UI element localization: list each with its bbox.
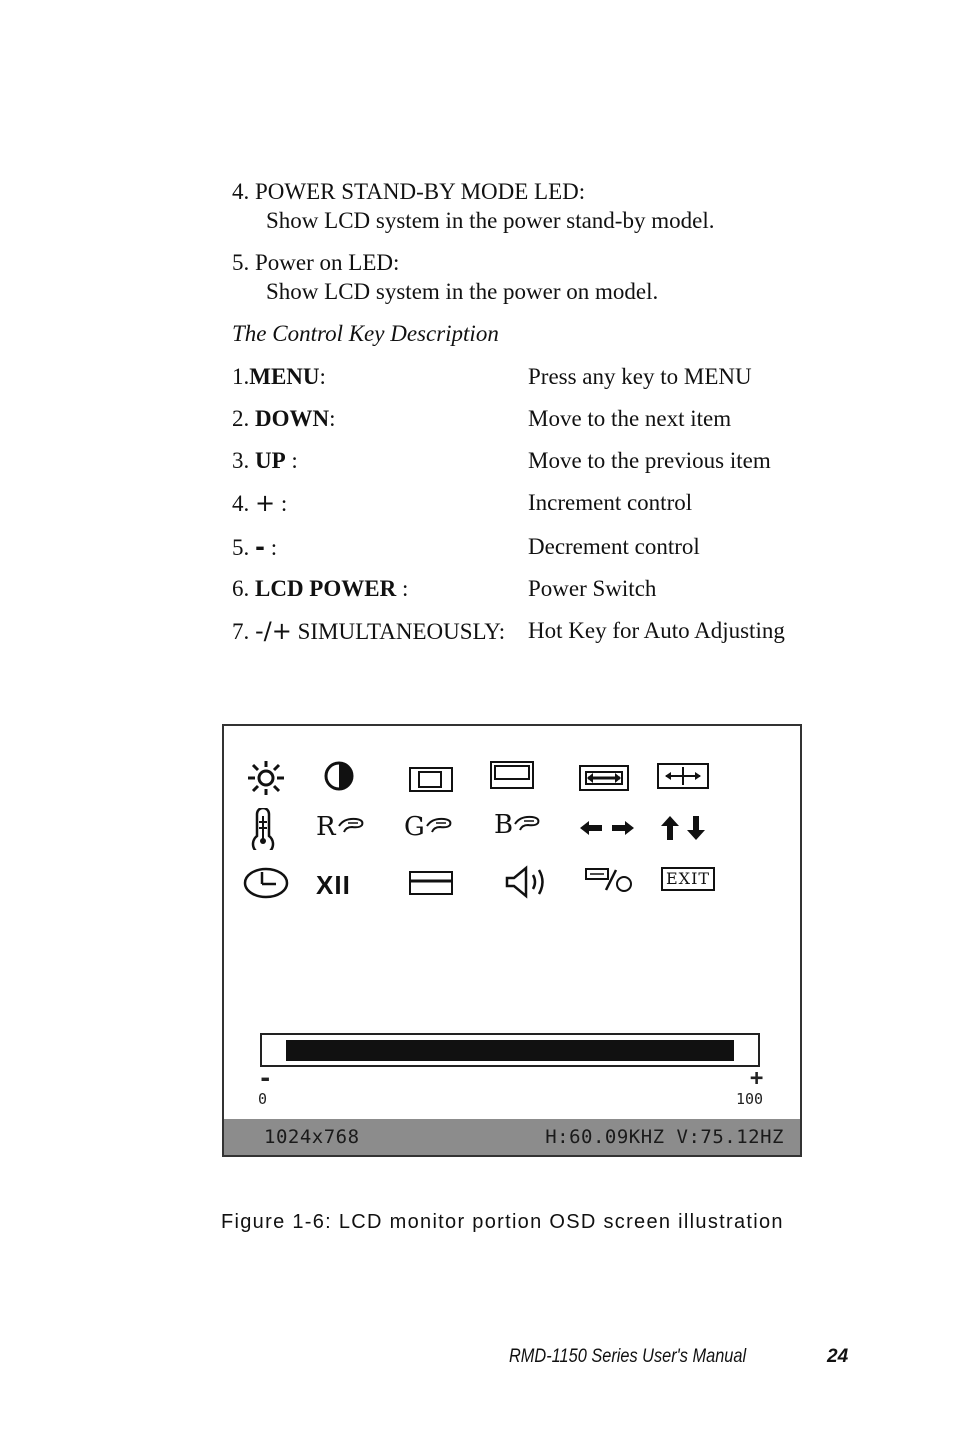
bar-min-value: 0 — [258, 1090, 268, 1108]
h-size-icon — [578, 764, 632, 794]
palette-icon — [512, 814, 542, 834]
key-suffix: SIMULTANEOUSLY: — [291, 619, 506, 644]
bar-max-value: 100 — [736, 1090, 764, 1108]
key-number: 2. — [232, 406, 250, 431]
bar-min-mark: - — [258, 1064, 273, 1092]
clock-icon — [242, 866, 290, 900]
led-item-desc: Show LCD system in the power on model. — [266, 279, 659, 304]
minus-plus-key-symbol: -/+ — [255, 617, 292, 645]
volume-icon — [504, 864, 556, 900]
key-number: 6. — [232, 576, 250, 601]
key-name: DOWN — [255, 406, 330, 431]
minus-key-symbol: - — [255, 533, 265, 561]
key-number: 1. — [232, 364, 250, 389]
key-number: 5. — [232, 535, 250, 560]
key-number: 3. — [232, 448, 250, 473]
green-gain-icon — [404, 812, 456, 844]
palette-icon — [424, 816, 454, 836]
language-icon: XII — [316, 870, 351, 900]
red-gain-icon — [316, 812, 368, 844]
key-description: Move to the previous item — [528, 448, 771, 473]
key-suffix: : — [285, 448, 298, 473]
adjustment-bar-fill — [286, 1040, 734, 1061]
led-item-title: 4. POWER STAND-BY MODE LED: — [232, 179, 586, 204]
adjustment-bar — [260, 1033, 760, 1067]
plus-key-symbol: + — [255, 489, 276, 517]
section-title: The Control Key Description — [232, 321, 499, 346]
red-gain-label: R — [316, 812, 336, 842]
led-item-title: 5. Power on LED: — [232, 250, 400, 275]
footer-page-number: 24 — [827, 1346, 849, 1367]
key-suffix: : — [275, 491, 288, 516]
contrast-icon — [316, 760, 362, 792]
key-number: 4. — [232, 491, 250, 516]
key-row — [232, 491, 287, 515]
h-arrows-icon — [578, 818, 636, 838]
key-description: Move to the next item — [528, 406, 732, 431]
bar-max-mark: + — [750, 1066, 764, 1091]
key-description: Decrement control — [528, 534, 700, 559]
footer-manual-title: RMD-1150 Series User's Manual — [509, 1346, 747, 1367]
color-temp-icon — [246, 808, 280, 850]
h-position-icon — [408, 766, 456, 794]
key-description: Hot Key for Auto Adjusting — [528, 618, 785, 643]
blue-gain-label: B — [494, 810, 514, 840]
v-position-icon — [489, 760, 537, 792]
exit-icon: EXIT — [661, 867, 715, 891]
osd-status-bar — [224, 1119, 800, 1155]
green-gain-label: G — [404, 812, 425, 842]
key-name: MENU — [249, 364, 320, 389]
led-item-desc: Show LCD system in the power stand-by model. — [266, 208, 715, 233]
key-row — [232, 449, 298, 472]
key-description: Increment control — [528, 490, 693, 515]
frequency-readout: H:60.09KHZ V:75.12HZ — [545, 1126, 784, 1148]
key-row — [232, 407, 336, 430]
recall-icon — [584, 866, 636, 894]
phase-icon — [656, 762, 712, 792]
key-row — [232, 577, 408, 600]
figure-caption: Figure 1-6: LCD monitor portion OSD screen illustration — [221, 1211, 784, 1233]
blue-gain-icon — [494, 810, 546, 842]
resolution-readout: 1024x768 — [264, 1126, 360, 1148]
osd-screen-illustration — [222, 724, 802, 1157]
key-description: Press any key to MENU — [528, 364, 752, 389]
key-suffix: : — [319, 364, 326, 389]
key-row — [232, 535, 277, 559]
key-suffix: : — [264, 535, 278, 560]
brightness-icon — [244, 760, 288, 796]
key-row — [232, 365, 326, 388]
key-suffix: : — [329, 406, 336, 431]
key-row — [232, 619, 505, 643]
key-description: Power Switch — [528, 576, 657, 601]
key-name: UP — [255, 448, 286, 473]
v-arrows-icon — [658, 814, 710, 842]
key-name: LCD POWER — [255, 576, 397, 601]
key-suffix: : — [396, 576, 409, 601]
palette-icon — [336, 816, 366, 836]
key-number: 7. — [232, 619, 250, 644]
osd-position-icon — [408, 870, 456, 898]
